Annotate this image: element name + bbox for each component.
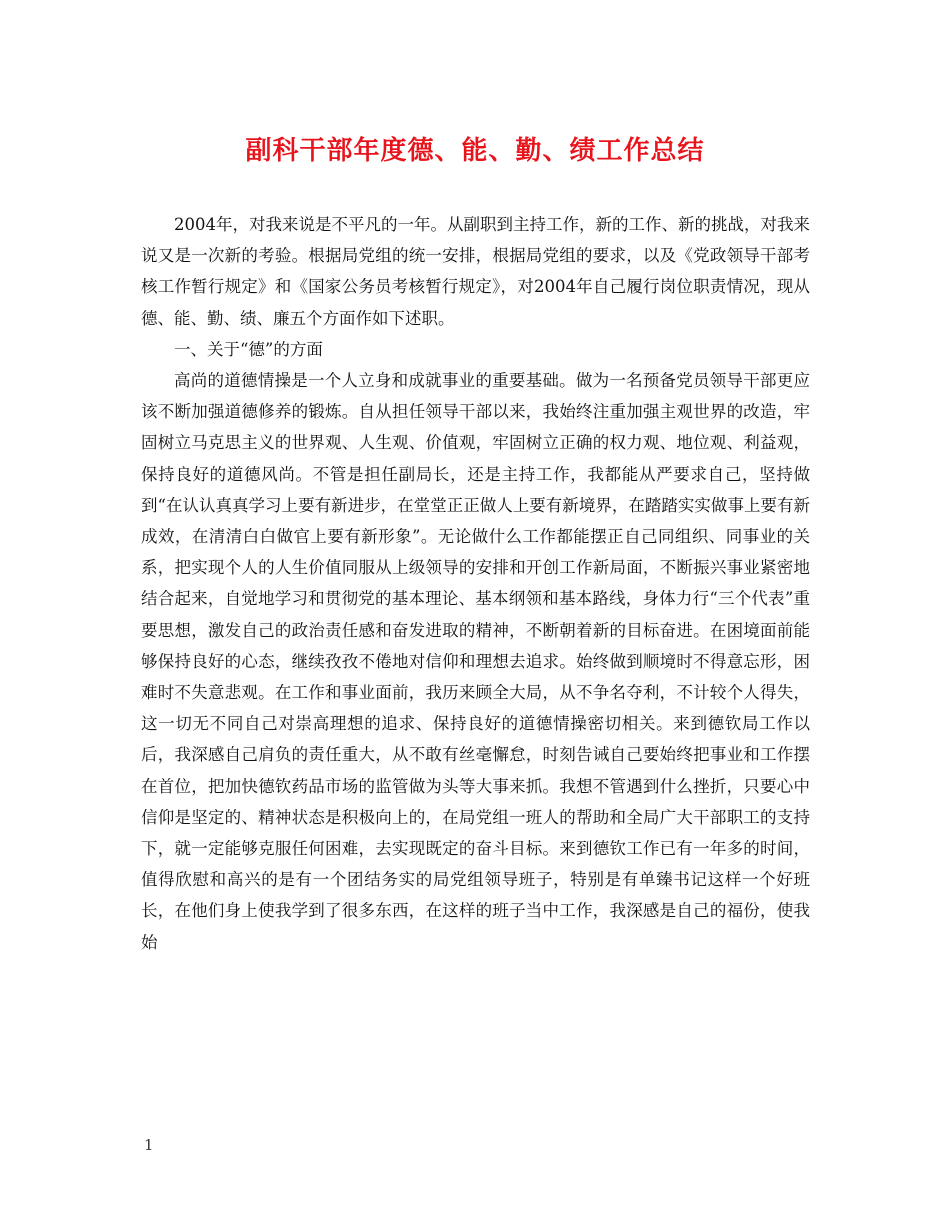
body-paragraph: 高尚的道德情操是一个人立身和成就事业的重要基础。做为一名预备党员领导干部更应该不断加强道德修养的锻炼。自从担任领导干部以来，我始终注重加强主观世界的改造，牢固树立马克思主义的世界观、人生观、价值观，牢固树立正确的权力观、地位观、利益观，保持良好的道德风尚。不管是担任副局长，还是主持工作，我都能从严要求自己，坚持做到“在认认真真学习上要有新进步，在堂堂正正做人上要有新境界，在踏踏实实做事上要有新成效，在清清白白做官上要有新形象”。无论做什么工作都能摆正自己同组织、同事业的关系，把实现个人的人生价值同服从上级领导的安排和开创工作新局面，不断振兴事业紧密地结合起来，自觉地学习和贯彻党的基本理论、基本纲领和基本路线，身体力行“三个代表”重要思想，激发自己的政治责任感和奋发进取的精神，不断朝着新的目标奋进。在困境面前能够保持良好的心态，继续孜孜不倦地对信仰和理想去追求。始终做到顺境时不得意忘形，困难时不失意悲观。在工作和事业面前，我历来顾全大局，从不争名夺利，不计较个人得失，这一切无不同自己对崇高理想的追求、保持良好的道德情操密切相关。来到德钦局工作以后，我深感自己肩负的责任重大，从不敢有丝毫懈怠，时刻告诫自己要始终把事业和工作摆在首位，把加快德钦药品市场的监管做为头等大事来抓。我想不管遇到什么挫折，只要心中信仰是坚定的、精神状态是积极向上的，在局党组一班人的帮助和全局广大干部职工的支持下，就一定能够克服任何困难，去实现既定的奋斗目标。来到德钦工作已有一年多的时间，值得欣慰和高兴的是有一个团结务实的局党组领导班子，特别是有单臻书记这样一个好班长，在他们身上使我学到了很多东西，在这样的班子当中工作，我深感是自己的福份，使我始 xyxy=(141,371,810,952)
document-body xyxy=(141,209,810,958)
section-heading-de: 一、关于“德”的方面 xyxy=(174,339,323,359)
page-number: 1 xyxy=(144,1136,154,1154)
intro-paragraph: 2004年，对我来说是不平凡的一年。从副职到主持工作，新的工作、新的挑战，对我来说又是一次新的考验。根据局党组的统一安排，根据局党组的要求，以及《党政领导干部考核工作暂行规定》和《国家公务员考核暂行规定》，对2004年自己履行岗位职责情况，现从德、能、勤、绩、廉五个方面作如下述职。 xyxy=(141,215,810,328)
document-title: 副科干部年度德、能、勤、绩工作总结 xyxy=(245,136,705,166)
